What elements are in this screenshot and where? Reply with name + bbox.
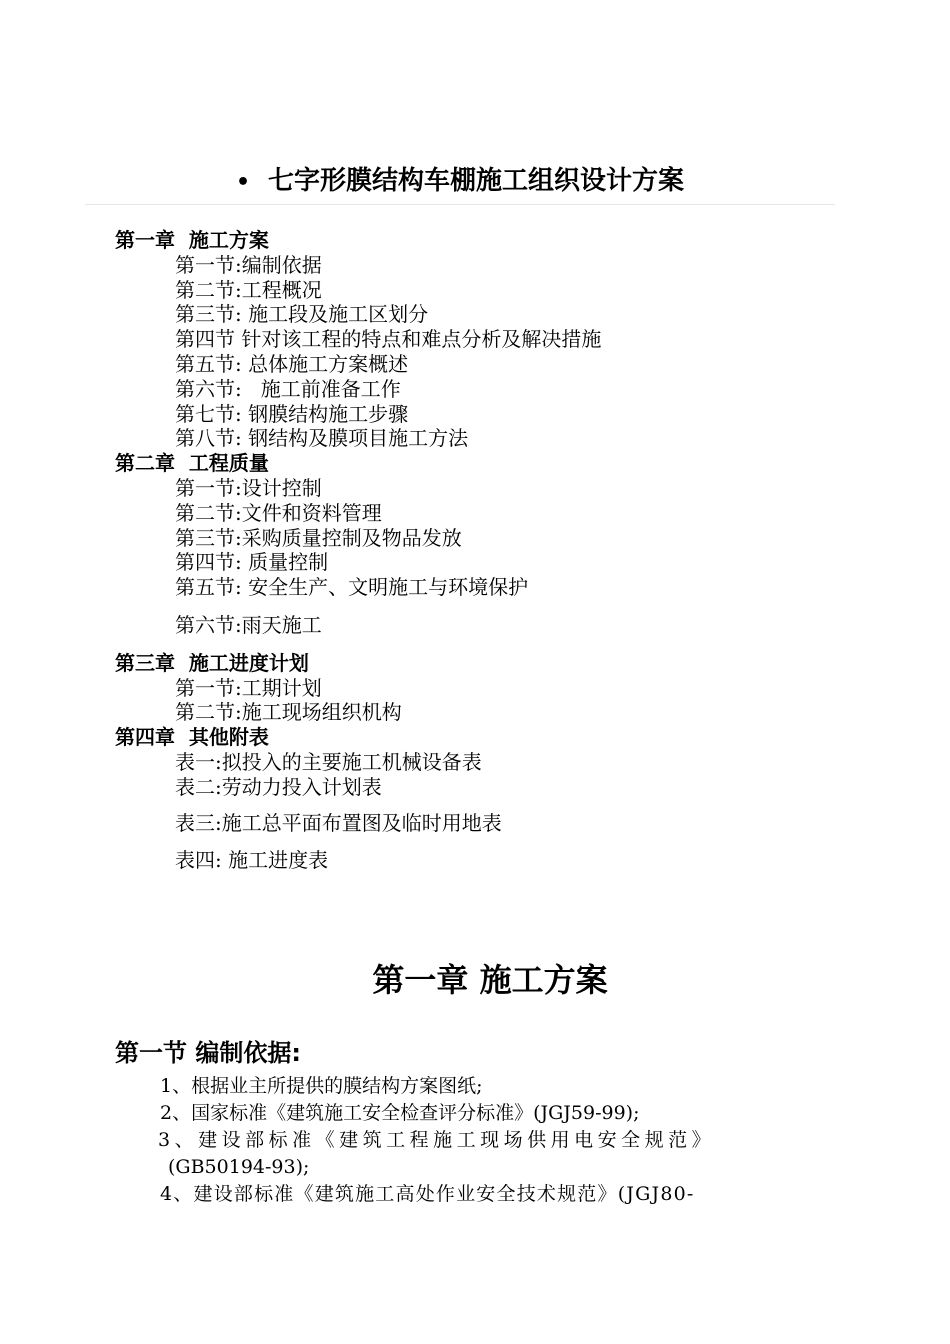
toc-item: 第一节:编制依据 [175, 252, 322, 277]
toc-item: 表三:施工总平面布置图及临时用地表 [175, 810, 502, 835]
toc-item: 第六节:雨天施工 [175, 612, 322, 637]
toc-chapter-2: 第二章 工程质量 [115, 451, 269, 476]
toc-item: 表二:劳动力投入计划表 [175, 774, 382, 799]
toc-item: 第四节: 质量控制 [175, 550, 329, 575]
toc-item: 第一节:工期计划 [175, 675, 322, 700]
basis-item: 3、建设部标准《建筑工程施工现场供用电安全规范》 [158, 1129, 716, 1151]
chapter-heading: 第一章 施工方案 [372, 961, 608, 999]
toc-chapter-3: 第三章 施工进度计划 [115, 650, 309, 675]
toc-item: 第三节: 施工段及施工区划分 [175, 302, 429, 327]
toc-item: 表四: 施工进度表 [175, 848, 329, 873]
toc-item: 表一:拟投入的主要施工机械设备表 [175, 749, 482, 774]
table-of-contents [0, 228, 950, 873]
basis-item: 2、国家标准《建筑施工安全检查评分标准》(JGJ59-99); [160, 1102, 640, 1124]
basis-list [0, 1073, 950, 1208]
toc-item: 第三节:采购质量控制及物品发放 [175, 525, 462, 550]
toc-item: 第六节: 施工前准备工作 [175, 376, 401, 401]
toc-item: 第七节: 钢膜结构施工步骤 [175, 401, 409, 426]
toc-item: 第四节 针对该工程的特点和难点分析及解决措施 [175, 327, 602, 352]
basis-item: 4、建设部标准《建筑施工高处作业安全技术规范》(JGJ80- [160, 1183, 695, 1205]
toc-item: 第五节: 安全生产、文明施工与环境保护 [175, 575, 529, 600]
toc-chapter-1: 第一章 施工方案 [115, 228, 269, 252]
toc-item: 第二节:文件和资料管理 [175, 500, 382, 525]
toc-item: 第一节:设计控制 [175, 475, 322, 500]
title-bullet: • [235, 170, 251, 195]
toc-item: 第二节:施工现场组织机构 [175, 700, 402, 725]
title-text: 七字形膜结构车棚施工组织设计方案 [268, 166, 685, 196]
document-title [0, 160, 920, 197]
toc-chapter-4: 第四章 其他附表 [115, 725, 269, 750]
toc-item: 第二节:工程概况 [175, 277, 322, 302]
basis-item: 1、根据业主所提供的膜结构方案图纸; [160, 1075, 483, 1097]
basis-item-continuation: (GB50194-93); [168, 1156, 310, 1178]
section-heading: 第一节 编制依据: [115, 1039, 301, 1067]
toc-item: 第八节: 钢结构及膜项目施工方法 [175, 426, 469, 451]
title-divider [85, 204, 835, 205]
toc-item: 第五节: 总体施工方案概述 [175, 351, 409, 376]
